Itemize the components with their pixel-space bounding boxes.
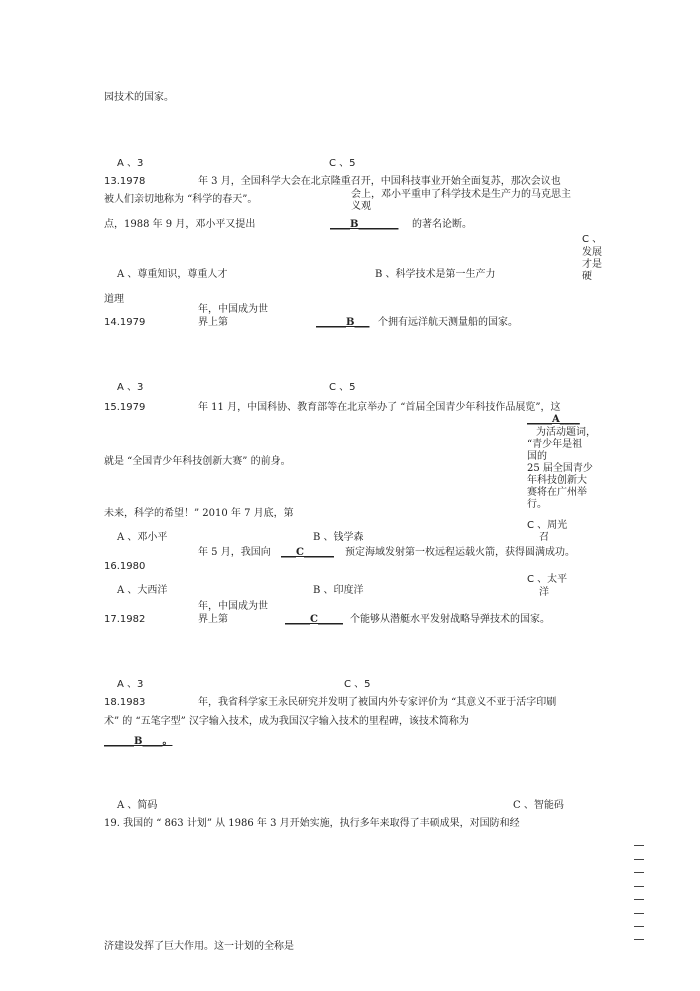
q13-number: 13.1978: [104, 176, 146, 187]
q13-tail: 道理: [104, 294, 124, 305]
q16-number: 16.1980: [104, 561, 146, 572]
q16-side-c1: C 、太平: [527, 574, 568, 585]
q14-text-line2: 界上第: [198, 317, 228, 328]
q16-text-line1: 年 5 月，我国向: [198, 547, 271, 558]
q18-text-line2: 术” 的 “五笔字型” 汉字输入技术，成为我国汉字输入技术的里程碑，该技术简称为: [104, 716, 469, 727]
q17-year-text: 年，中国成为世: [198, 601, 268, 612]
q15-side-3: 国的: [527, 451, 547, 462]
q13-text-line6: 的著名论断。: [412, 219, 472, 230]
q15-choice-a: A 、邓小平: [117, 532, 168, 543]
q17-answer-blank: _____C_____: [285, 614, 343, 625]
q15-text-line2: 就是 “全国青少年科技创新大赛” 的前身。: [104, 456, 291, 467]
fragment-text: 园技术的国家。: [104, 92, 174, 103]
q15-answer-blank: _____A____: [527, 414, 580, 425]
margin-dash: [634, 872, 644, 873]
q14-answer-blank: ______B___: [316, 317, 370, 328]
q15-side-4: 25 届全国青少: [527, 463, 593, 474]
margin-dash: [634, 899, 644, 900]
q14-number: 14.1979: [104, 317, 146, 328]
q15-side-7: 行。: [527, 499, 547, 510]
q18-answer-blank: ______B____。: [104, 736, 173, 747]
q13-side-4: 硬: [582, 271, 592, 282]
q15-option-a: A 、3: [117, 382, 144, 393]
q15-side-5: 年科技创新大: [527, 475, 587, 486]
q15-side-6: 赛将在广州举: [527, 487, 587, 498]
q17-number: 17.1982: [104, 614, 146, 625]
q17-text-line3: 个能够从潜艇水平发射战略导弹技术的国家。: [350, 614, 550, 625]
margin-dash: [634, 859, 644, 860]
q16-side-c2: 洋: [539, 587, 549, 598]
q13-choice-a: A 、尊重知识，尊重人才: [117, 269, 228, 280]
q13-text-line3: 被人们亲切地称为 “科学的春天”。: [104, 194, 258, 205]
q15-choice-b: B 、钱学森: [313, 532, 364, 543]
q13-side-3: 才是: [582, 259, 602, 270]
margin-dash: [634, 913, 644, 914]
margin-dash: [634, 886, 644, 887]
q15-text-line3: 未来，科学的希望！” 2010 年 7 月底，第: [104, 508, 294, 519]
q19-text-line1: 19. 我国的 “ 863 计划” 从 1986 年 3 月开始实施，执行多年来取得了丰硕成果，对国防和经: [104, 818, 520, 829]
q15-side-2: “青少年是祖: [527, 439, 583, 450]
q14-text-line3: 个拥有远洋航天测量船的国家。: [378, 317, 518, 328]
q17-text-line2: 界上第: [198, 614, 228, 625]
q16-choice-b: B 、印度洋: [313, 585, 364, 596]
q13-text-line2: 会上，邓小平重申了科学技术是生产力的马克思主: [351, 189, 571, 200]
q13-option-a: A 、3: [117, 158, 144, 169]
q15-number: 15.1979: [104, 402, 146, 413]
q15-text-line1: 年 11 月，中国科协、教育部等在北京举办了 “首届全国青少年科技作品展览”，这: [198, 402, 561, 413]
q16-answer-blank: ___C______: [281, 547, 334, 558]
q13-choice-b: B 、科学技术是第一生产力: [375, 269, 496, 280]
q14-year-text: 年，中国成为世: [198, 304, 268, 315]
q18-text-line1: 年，我省科学家王永民研究并发明了被国内外专家评价为 “其意义不亚于活字印刷: [198, 697, 557, 708]
q18-option-a: A 、3: [117, 679, 144, 690]
q18-number: 18.1983: [104, 697, 146, 708]
q15-option-c: C 、5: [329, 382, 356, 393]
q13-side-1: C 、: [582, 234, 603, 245]
q13-text-line5: 点，1988 年 9 月，邓小平又提出: [104, 219, 256, 230]
q13-answer-blank: ____B________: [330, 219, 399, 230]
q13-text-line1: 年 3 月，全国科学大会在北京隆重召开，中国科技事业开始全面复苏，那次会议也: [198, 176, 561, 187]
margin-dash: [634, 926, 644, 927]
q13-text-line4: 义观: [351, 201, 371, 212]
q18-choice-c: C 、智能码: [513, 800, 564, 811]
q18-choice-a: A 、简码: [117, 800, 158, 811]
q15-side-c2: 召: [539, 532, 549, 543]
q15-side-1: 为活动题词，: [536, 427, 596, 438]
q16-text-line2: 预定海域发射第一枚远程运载火箭，获得圆满成功。: [345, 547, 575, 558]
q18-option-c: C 、5: [344, 679, 371, 690]
q15-side-c1: C 、周光: [527, 520, 568, 531]
q13-side-2: 发展: [582, 247, 602, 258]
q13-option-c: C 、5: [329, 158, 356, 169]
q16-choice-a: A 、大西洋: [117, 585, 168, 596]
margin-dash: [634, 939, 644, 940]
margin-dash: [634, 845, 644, 846]
q19-text-line2: 济建设发挥了巨大作用。这一计划的全称是: [104, 941, 294, 952]
